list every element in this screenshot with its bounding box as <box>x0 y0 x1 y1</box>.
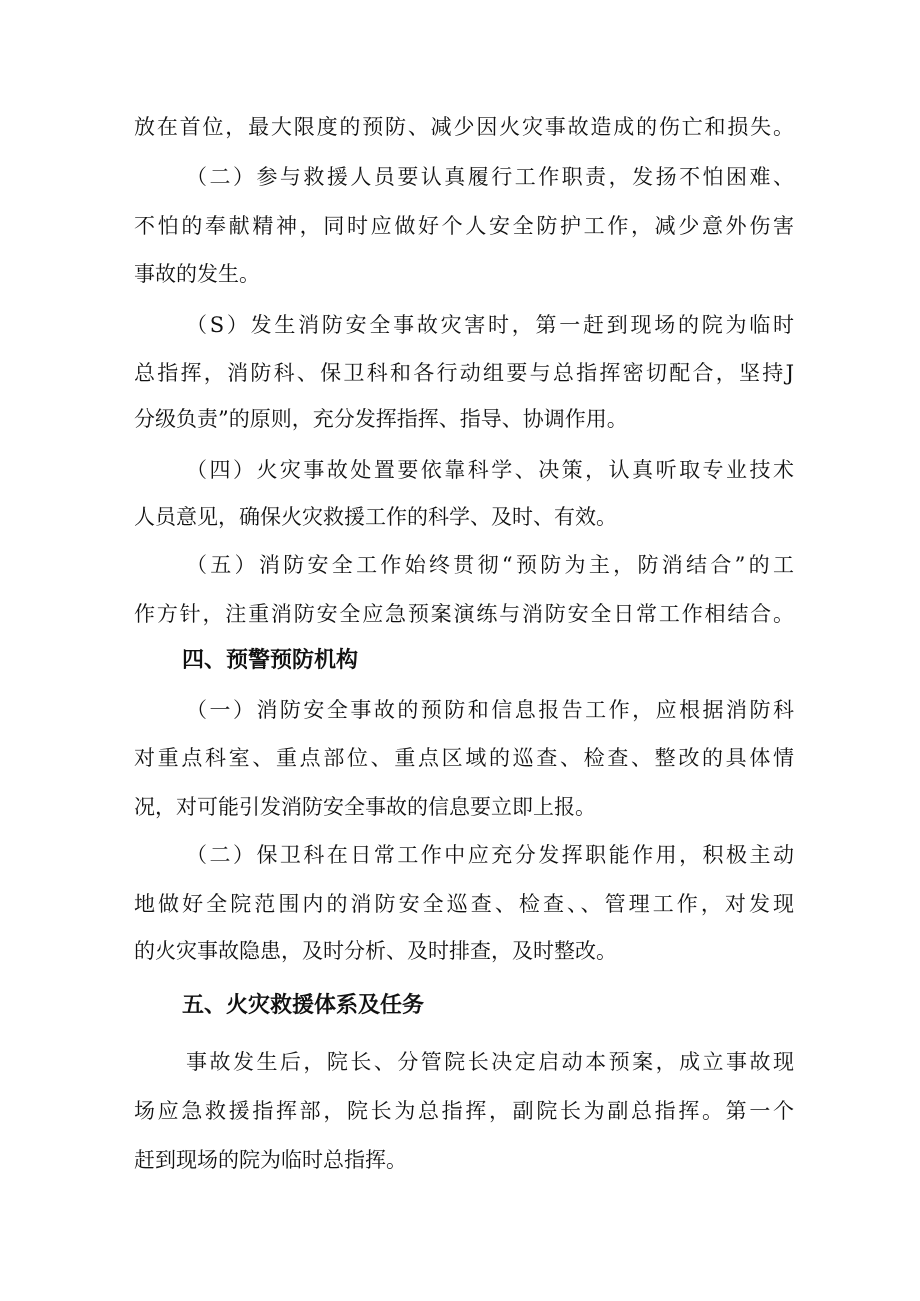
text-line: （二）保卫科在日常工作中应充分发挥职能作用，积极主动 <box>186 843 794 867</box>
text-line: （一）消防安全事故的预防和信息报告工作，应根据消防科 <box>186 698 794 722</box>
text-line: 不怕的奉献精神，同时应做好个人安全防护工作，减少意外伤害 <box>134 214 794 238</box>
text-line: 地做好全院范围内的消防安全巡查、检查、、管理工作，对发现 <box>134 892 794 916</box>
text-line: 总指挥，消防科、保卫科和各行动组要与总指挥密切配合，坚持J <box>134 361 794 385</box>
text-line: 事故的发生。 <box>134 262 260 286</box>
text-line: （五）消防安全工作始终贯彻“预防为主，防消结合”的工 <box>186 553 794 577</box>
text-line: （二）参与救援人员要认真履行工作职责，发扬不怕困难、 <box>186 165 794 189</box>
section-heading: 四、预警预防机构 <box>182 648 359 673</box>
text-line: 赶到现场的院为临时总指挥。 <box>134 1148 407 1172</box>
text-line: 况，对可能引发消防安全事故的信息要立即上报。 <box>134 795 596 819</box>
text-line: 事故发生后，院长、分管院长决定启动本预案，成立事故现 <box>186 1050 794 1074</box>
text-line: 对重点科室、重点部位、重点区域的巡查、检查、整改的具体情 <box>134 746 794 770</box>
text-line: 人员意见，确保火灾救援工作的科学、及时、有效。 <box>134 505 617 529</box>
text-line: （S）发生消防安全事故灾害时，第一赶到现场的院为临时 <box>186 313 794 337</box>
section-heading: 五、火灾救援体系及任务 <box>182 993 425 1018</box>
text-line: （四）火灾事故处置要依靠科学、决策，认真听取专业技术 <box>186 458 794 482</box>
text-line: 的火灾事故隐患，及时分析、及时排查，及时整改。 <box>134 939 617 963</box>
text-line: 分级负责”的原则，充分发挥指挥、指导、协调作用。 <box>134 407 628 431</box>
text-line: 场应急救援指挥部，院长为总指挥，副院长为副总指挥。第一个 <box>134 1099 794 1123</box>
text-line: 放在首位，最大限度的预防、减少因火灾事故造成的伤亡和损失。 <box>134 115 794 139</box>
text-line: 作方针，注重消防安全应急预案演练与消防安全日常工作相结合。 <box>134 602 794 626</box>
